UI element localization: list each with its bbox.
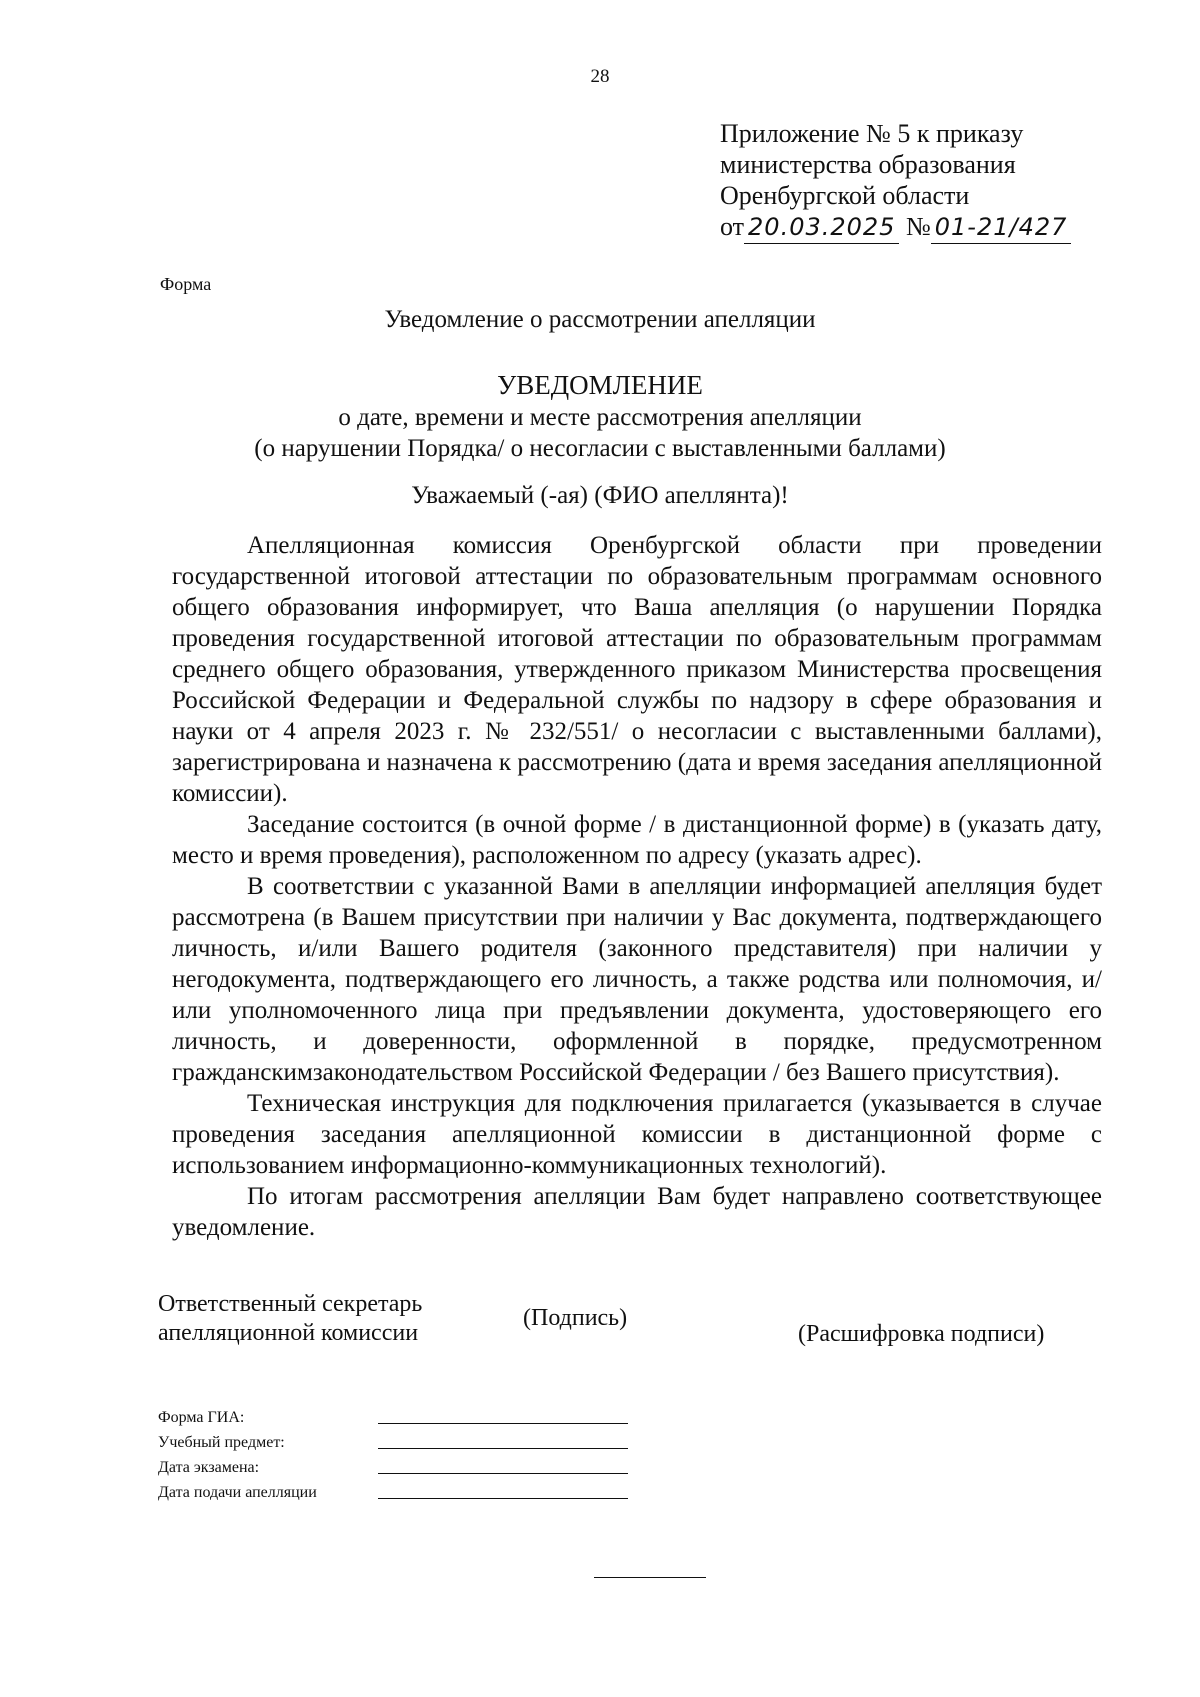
document-title: Уведомление о рассмотрении апелляции xyxy=(384,306,816,333)
meta-row xyxy=(158,1430,628,1455)
form-label: Форма xyxy=(160,274,212,294)
body-paragraph-4: Техническая инструкция для подключения прилагается (указывается в случае проведения заседания апелляционной комиссии в дистанционной форме с использованием информационно-коммуникационных технологий). xyxy=(172,1090,1102,1179)
meta-blank-line xyxy=(378,1473,628,1474)
order-number: 01-21/427 xyxy=(931,212,1072,244)
order-line xyxy=(720,211,1120,244)
body-paragraph-2: Заседание состоится (в очной форме / в дистанционной форме) в (указать дату, место и время проведения), расположенном по адресу (указать адрес). xyxy=(172,811,1102,869)
signature-role-line-1: Ответственный секретарь xyxy=(158,1291,423,1317)
signature-role-line-2: апелляционной комиссии xyxy=(158,1320,419,1346)
meta-fields xyxy=(158,1405,628,1505)
meta-label-form: Форма ГИА: xyxy=(158,1409,245,1426)
meta-label-appeal-date: Дата подачи апелляции xyxy=(158,1484,317,1501)
appendix-block xyxy=(720,118,1120,244)
greeting: Уважаемый (-ая) (ФИО апеллянта)! xyxy=(411,482,789,509)
order-prefix: от xyxy=(720,212,745,241)
notice-heading-main: УВЕДОМЛЕНИЕ xyxy=(497,370,703,400)
notice-heading xyxy=(0,368,1200,511)
meta-row xyxy=(158,1405,628,1430)
meta-label-exam-date: Дата экзамена: xyxy=(158,1459,260,1476)
notice-heading-sub-2: (о нарушении Порядка/ о несогласии с выставленными баллами) xyxy=(254,435,946,462)
order-date: 20.03.2025 xyxy=(744,212,899,244)
signature-decode-label: (Расшифровка подписи) xyxy=(798,1321,1045,1347)
meta-row xyxy=(158,1480,628,1505)
notice-heading-sub-1: о дате, времени и месте рассмотрения апелляции xyxy=(338,404,862,431)
meta-row xyxy=(158,1455,628,1480)
body-paragraph-5: По итогам рассмотрения апелляции Вам будет направлено соответствующее уведомление. xyxy=(172,1183,1102,1241)
appendix-line-2: министерства образования xyxy=(720,150,1016,179)
page-number: 28 xyxy=(590,66,610,87)
body-paragraph-3: В соответствии с указанной Вами в апелляции информацией апелляция будет рассмотрена (в Вашем присутствии при наличии у Вас документа, подтверждающего личность, и/или Вашего родителя (законного представителя) при наличии у негодокумента, подтверждающего его личность, а также родства или полномочия, и/или уполномоченного лица при предъявлении документа, удостоверяющего его личность, и доверенности, оформленной в порядке, предусмотренном гражданскимзаконодательством Российской Федерации / без Вашего присутствия). xyxy=(172,873,1102,1086)
signature-role xyxy=(158,1290,458,1348)
appendix-line-3: Оренбургской области xyxy=(720,181,970,210)
end-divider xyxy=(594,1577,706,1578)
appendix-line-1: Приложение № 5 к приказу xyxy=(720,119,1024,148)
body-paragraph-1: Апелляционная комиссия Оренбургской области при проведении государственной итоговой аттестации по образовательным программам основного общего образования информирует, что Ваша апелляция (о нарушении Порядка проведения государственной итоговой аттестации по образовательным программам среднего общего образования, утвержденного приказом Министерства просвещения Российской Федерации и Федеральной службы по надзору в сфере образования и науки от 4 апреля 2023 г. № 232/551/ о несогласии с выставленными баллами), зарегистрирована и назначена к рассмотрению (дата и время заседания апелляционной комиссии). xyxy=(172,532,1102,807)
meta-blank-line xyxy=(378,1423,628,1424)
meta-blank-line xyxy=(378,1498,628,1499)
signature-block xyxy=(158,1290,1098,1360)
order-no-prefix: № xyxy=(905,212,931,241)
notice-body xyxy=(172,530,1102,1243)
signature-label: (Подпись) xyxy=(523,1305,628,1331)
meta-label-subject: Учебный предмет: xyxy=(158,1434,285,1451)
meta-blank-line xyxy=(378,1448,628,1449)
